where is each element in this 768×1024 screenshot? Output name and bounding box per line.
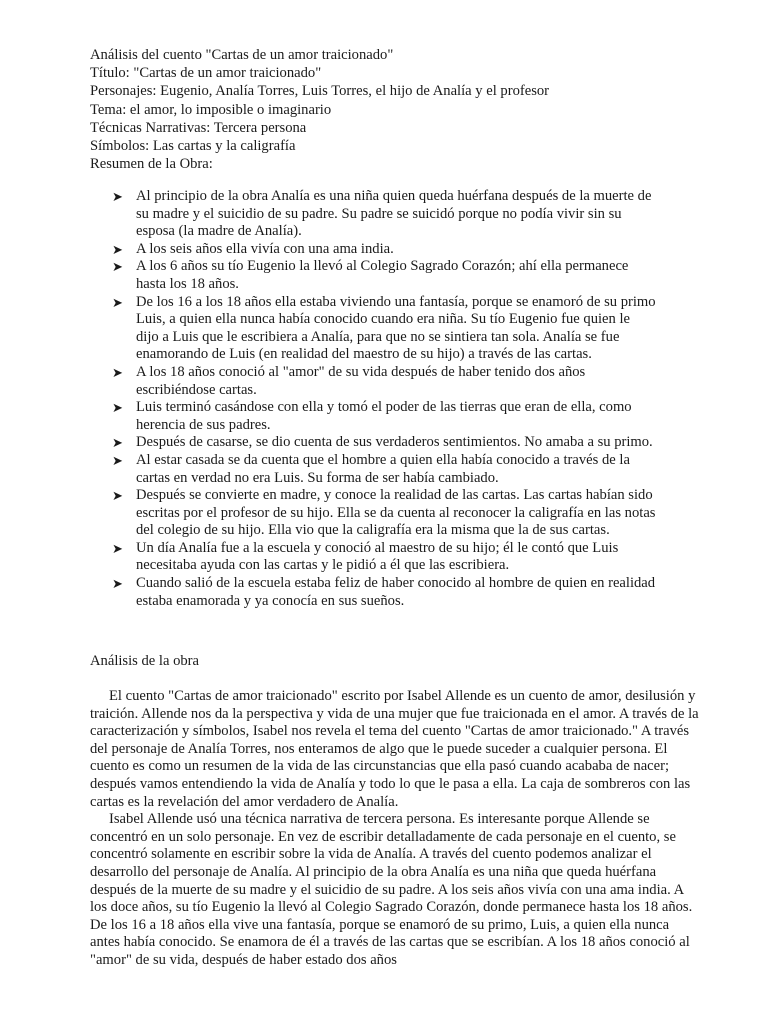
summary-item <box>0 294 656 364</box>
document-header <box>90 46 730 173</box>
analysis-body <box>90 688 702 970</box>
summary-item-text: Al principio de la obra Analía es una niña quien queda huérfana después de la muerte de su madre y el suicidio de su padre. Su padre se suicidó porque no podía vivir sin su esposa (la madre de Analía). <box>136 188 652 240</box>
summary-item-text: De los 16 a los 18 años ella estaba viviendo una fantasía, porque se enamoró de su primo Luis, a quien ella nunca había conocido cuando era niña. Su tío Eugenio fue quien le dijo a Luis que le escribiera a Analía, para que no se sintiera tan sola. Analía se fue enamorando de Luis (en realidad del maestro de su hijo) a través de las cartas. <box>136 293 656 363</box>
title-field: Título: "Cartas de un amor traicionado" <box>90 65 322 82</box>
arrow-bullet-icon: ➤ <box>112 576 123 592</box>
summary-item-text: Después se convierte en madre, y conoce la realidad de las cartas. Las cartas habían sido escritas por el profesor de su hijo. Ella se da cuenta al reconocer la caligrafía en las notas del colegio de su hijo. Ella vio que la caligrafía era la misma que la de sus cartas. <box>136 487 656 539</box>
summary-item-text: Después de casarse, se dio cuenta de sus verdaderos sentimientos. No amaba a su primo. <box>136 434 653 451</box>
arrow-bullet-icon: ➤ <box>112 488 123 504</box>
summary-item-text: Luis terminó casándose con ella y tomó el poder de las tierras que eran de ella, como herencia de sus padres. <box>136 399 632 433</box>
summary-item-text: A los 6 años su tío Eugenio la llevó al Colegio Sagrado Corazón; ahí ella permanece hasta los 18 años. <box>136 258 629 292</box>
summary-item <box>0 399 656 434</box>
analysis-heading: Análisis de la obra <box>90 653 200 669</box>
analysis-paragraph: El cuento "Cartas de amor traicionado" escrito por Isabel Allende es un cuento de amor, desilusión y traición. Allende nos da la perspectiva y vida de una mujer que fue traicionada en el amor. A través de la caracterización y símbolos, Isabel nos revela el tema del cuento "Cartas de amor traicionado." A través del personaje de Analía Torres, nos enteramos de algo que le puede suceder a cualquier persona. El cuento es como un resumen de la vida de las circunstancias que ella pasó cuando acababa de nacer; después vamos entendiendo la vida de Analía y todo lo que le pasa a ella. La caja de sombreros con las cartas es la revelación del amor verdadero de Analía. <box>90 688 699 810</box>
summary-item <box>0 188 656 241</box>
arrow-bullet-icon: ➤ <box>112 435 123 451</box>
characters-field: Personajes: Eugenio, Analía Torres, Luis Torres, el hijo de Analía y el profesor <box>90 83 550 100</box>
summary-list <box>0 188 768 610</box>
summary-item <box>0 575 656 610</box>
summary-item-text: Al estar casada se da cuenta que el hombre a quien ella había conocido a través de la cartas en verdad no era Luis. Su forma de ser había cambiado. <box>136 451 630 486</box>
summary-item <box>0 241 656 259</box>
arrow-bullet-icon: ➤ <box>112 241 123 257</box>
summary-item <box>0 364 656 399</box>
summary-item <box>0 258 656 293</box>
summary-item-text: Cuando salió de la escuela estaba feliz de haber conocido al hombre de quien en realidad estaba enamorada y ya conocía en sus sueños. <box>136 575 656 609</box>
arrow-bullet-icon: ➤ <box>112 452 123 468</box>
arrow-bullet-icon: ➤ <box>112 540 123 556</box>
theme-field: Tema: el amor, lo imposible o imaginario <box>90 101 332 118</box>
analysis-paragraph: Isabel Allende usó una técnica narrativa de tercera persona. Es interesante porque Allende se concentró en un solo personaje. En vez de escribir detalladamente de cada personaje en el cuento, se concentró solamente en escribir sobre la vida de Analía. A través del cuento podemos analizar el desarrollo del personaje de Analía. Al principio de la obra Analía es una niña que queda huérfana después de la muerte de su madre y el suicidio de su padre. A los seis años vivía con una ama india. A los doce años, su tío Eugenio la llevó al Colegio Sagrado Corazón, donde permanece hasta los 18 años. De los 16 a 18 años ella vive una fantasía, porque se enamoró de su primo, Luis, a quien ella nunca antes había conocido. Se enamora de él a través de las cartas que se escribían. A los 18 años conoció al "amor" de su vida, después de haber estado dos años <box>90 811 693 968</box>
summary-item <box>0 540 656 575</box>
arrow-bullet-icon: ➤ <box>112 189 123 204</box>
arrow-bullet-icon: ➤ <box>112 259 123 275</box>
summary-item <box>0 452 656 487</box>
summary-item <box>0 434 656 452</box>
arrow-bullet-icon: ➤ <box>112 400 123 416</box>
arrow-bullet-icon: ➤ <box>112 364 123 380</box>
narrative-technique-field: Técnicas Narrativas: Tercera persona <box>90 119 307 136</box>
summary-heading: Resumen de la Obra: <box>90 156 213 173</box>
summary-item <box>0 487 656 540</box>
symbols-field: Símbolos: Las cartas y la caligrafía <box>90 138 296 155</box>
summary-item-text: Un día Analía fue a la escuela y conoció al maestro de su hijo; él le contó que Luis necesitaba ayuda con las cartas y le pidió a él que las escribiera. <box>136 539 619 574</box>
summary-item-text: A los seis años ella vivía con una ama india. <box>136 240 394 257</box>
arrow-bullet-icon: ➤ <box>112 294 123 310</box>
document-title: Análisis del cuento "Cartas de un amor traicionado" <box>90 47 394 63</box>
summary-item-text: A los 18 años conoció al "amor" de su vida después de haber tenido dos años escribiéndose cartas. <box>136 363 586 398</box>
